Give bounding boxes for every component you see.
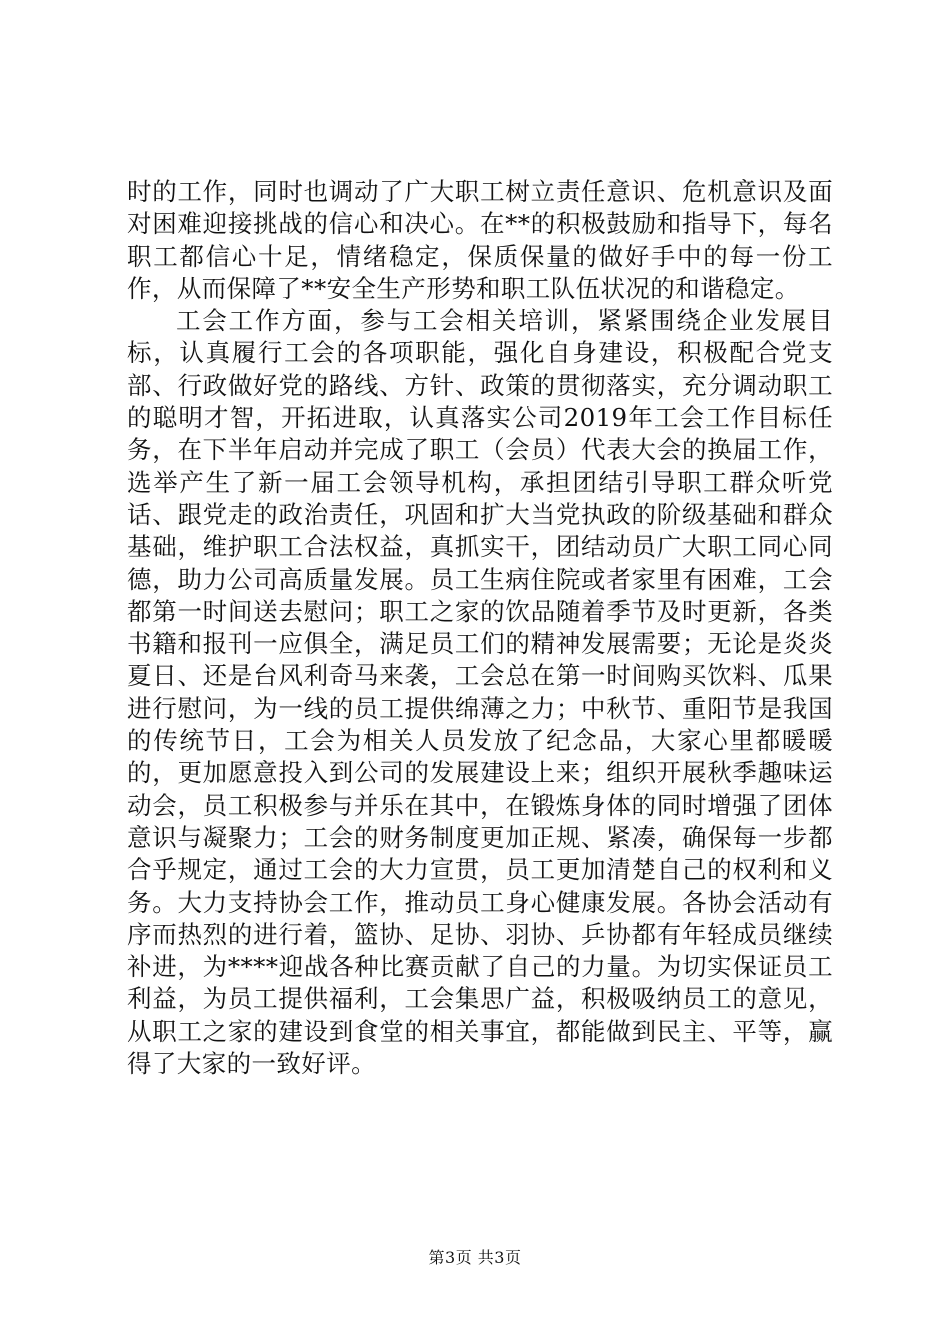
page-number-indicator: 第3页 共3页 <box>428 1248 522 1267</box>
document-body <box>127 176 833 1080</box>
page-footer <box>0 1245 950 1268</box>
paragraph-2: 工会工作方面，参与工会相关培训，紧紧围绕企业发展目标，认真履行工会的各项职能，强化自身建设，积极配合党支部、行政做好党的路线、方针、政策的贯彻落实，充分调动职工的聪明才智，开拓进取，认真落实公司2019年工会工作目标任务，在下半年启动并完成了职工（会员）代表大会的换届工作，选举产生了新一届工会领导机构，承担团结引导职工群众听党话、跟党走的政治责任，巩固和扩大当党执政的阶级基础和群众基础，维护职工合法权益，真抓实干，团结动员广大职工同心同德，助力公司高质量发展。员工生病住院或者家里有困难，工会都第一时间送去慰问；职工之家的饮品随着季节及时更新，各类书籍和报刊一应俱全，满足员工们的精神发展需要；无论是炎炎夏日、还是台风利奇马来袭，工会总在第一时间购买饮料、瓜果进行慰问，为一线的员工提供绵薄之力；中秋节、重阳节是我国的传统节日，工会为相关人员发放了纪念品，大家心里都暖暖的，更加愿意投入到公司的发展建设上来；组织开展秋季趣味运动会，员工积极参与并乐在其中，在锻炼身体的同时增强了团体意识与凝聚力；工会的财务制度更加正规、紧凑，确保每一步都合乎规定，通过工会的大力宣贯，员工更加清楚自己的权利和义务。大力支持协会工作，推动员工身心健康发展。各协会活动有序而热烈的进行着，篮协、足协、羽协、乒协都有年轻成员继续补进，为****迎战各种比赛贡献了自己的力量。为切实保证员工利益，为员工提供福利，工会集思广益，积极吸纳员工的意见，从职工之家的建设到食堂的相关事宜，都能做到民主、平等，赢得了大家的一致好评。 <box>127 306 833 1079</box>
paragraph-1: 时的工作，同时也调动了广大职工树立责任意识、危机意识及面对困难迎接挑战的信心和决心。在**的积极鼓励和指导下，每名职工都信心十足，情绪稳定，保质保量的做好手中的每一份工作，从而保障了**安全生产形势和职工队伍状况的和谐稳定。 <box>127 177 833 303</box>
